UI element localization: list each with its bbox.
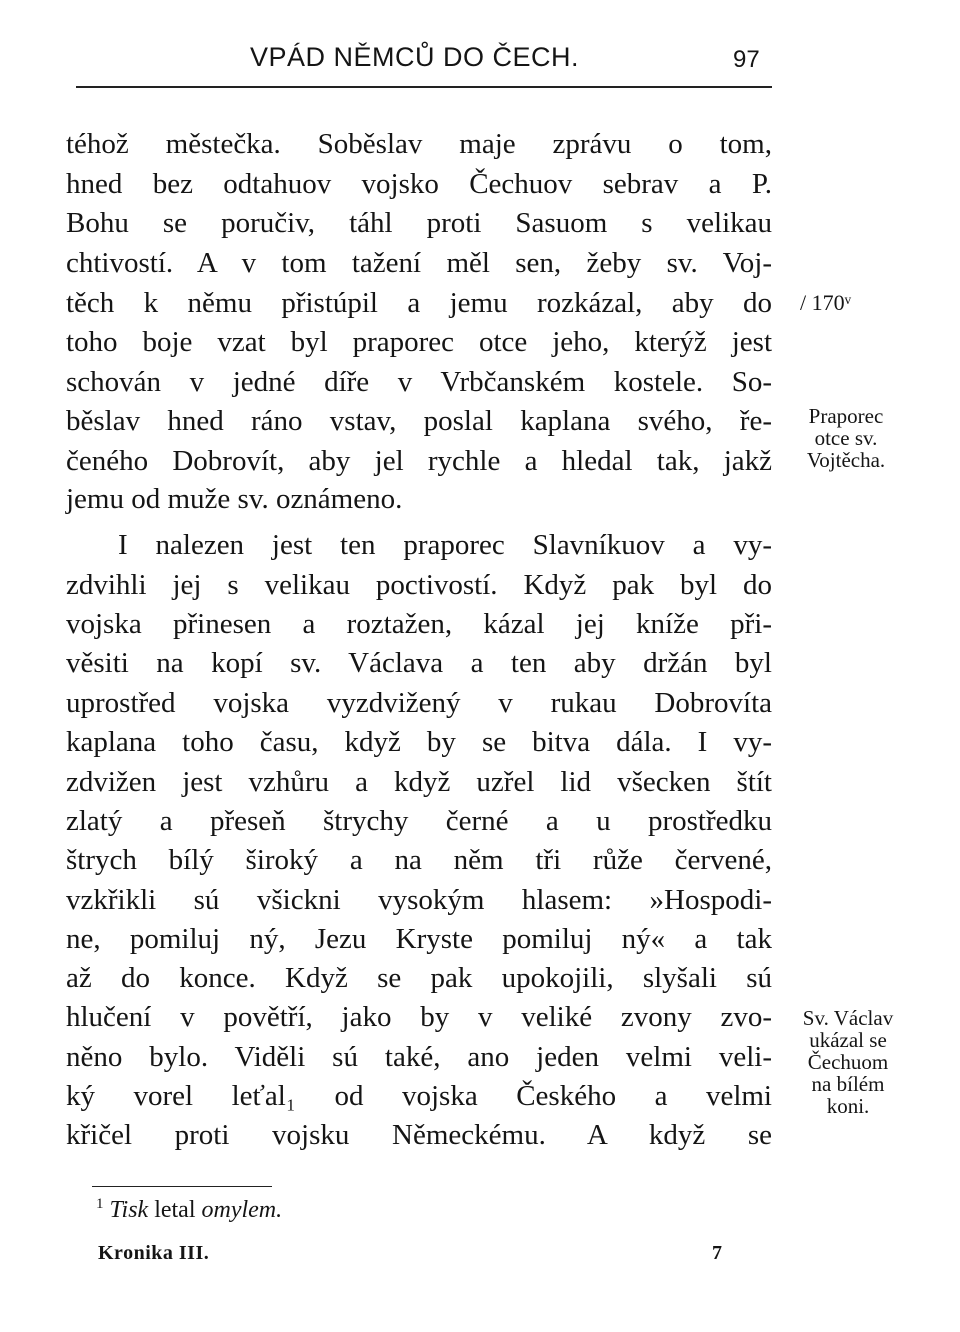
folio-reference: / 170ᵛ [800, 290, 852, 315]
margin-note-line: Praporec [808, 404, 884, 428]
printer-signature: Kronika III. [98, 1242, 210, 1264]
margin-note-line: otce sv. [814, 426, 878, 450]
margin-note-line: Sv. Václav [802, 1006, 894, 1030]
text-line: až do konce. Když se pak upokojili, slyšali sú [66, 962, 772, 994]
text-line: jemu od muže sv. oznámeno. [66, 483, 403, 515]
text-line: uprostřed vojska vyzdvižený v rukau Dobrovíta [66, 687, 772, 719]
margin-note-praporec [786, 405, 906, 471]
header-rule [76, 86, 772, 88]
text-line: zdvihli jej s velikau poctivostí. Když pak byl do [66, 569, 772, 601]
footnote-verdict: omylem. [201, 1197, 283, 1223]
margin-note-line: Čechuom [807, 1050, 889, 1074]
footnote-mark: 1 [96, 1196, 104, 1212]
page-number: 97 [733, 46, 760, 73]
text-line: vojska přinesen a roztažen, kázal jej kníže při- [66, 608, 772, 640]
text-line: zdvižen jest vzhůru a když uzřel lid všecken štít [66, 766, 772, 798]
text-line: zlatý a přeseň štrychy černé a u prostředku [66, 805, 772, 837]
text-line: schován v jedné díře v Vrbčanském kostele. So- [66, 366, 772, 398]
footnote-rule [92, 1186, 272, 1187]
margin-note-line: na bílém [811, 1072, 885, 1096]
margin-note-line: Vojtěcha. [806, 448, 886, 472]
text-line: něno bylo. Viděli sú také, ano jeden velmi veli- [66, 1041, 772, 1073]
running-head: VPÁD NĚMCŮ DO ČECH. [250, 42, 580, 72]
text-line: Bohu se poručiv, táhl proti Sasuom s velikau [66, 207, 772, 239]
margin-note-line: koni. [826, 1094, 870, 1118]
text-line: věsiti na kopí sv. Václava a ten aby držán byl [66, 647, 772, 679]
text-line: ký vorel leťal₁ od vojska Českého a velmi [66, 1080, 772, 1112]
text-line: I nalezen jest ten praporec Slavníkuov a vy- [118, 529, 772, 561]
footnote [96, 1196, 282, 1224]
margin-note-vaclav [778, 1007, 918, 1117]
footnote-reading: letal [154, 1197, 196, 1223]
text-line: vzkřikli sú všickni vysokým hlasem: »Hospodi- [66, 884, 772, 916]
text-line: běslav hned ráno vstav, poslal kaplana svého, ře- [66, 405, 772, 437]
text-line: křičel proti vojsku Německému. A když se [66, 1119, 772, 1151]
text-line: toho boje vzat byl praporec otce jeho, kterýž jest [66, 326, 772, 358]
text-line: chtivostí. A v tom tažení měl sen, žeby sv. Voj- [66, 247, 772, 279]
text-line: téhož městečka. Soběslav maje zprávu o tom, [66, 128, 772, 160]
text-line: hlučení v povětří, jako by v veliké zvony zvo- [66, 1001, 772, 1033]
text-line: kaplana toho času, když by se bitva dála. I vy- [66, 726, 772, 758]
footnote-source: Tisk [109, 1197, 149, 1223]
text-line: čeného Dobrovít, aby jel rychle a hledal tak, jakž [66, 445, 772, 477]
signature-number: 7 [712, 1242, 722, 1264]
text-line: štrych bílý široký a na něm tři růže červené, [66, 844, 772, 876]
margin-note-line: ukázal se [809, 1028, 887, 1052]
text-line: hned bez odtahuov vojsko Čechuov sebrav a P. [66, 168, 772, 200]
text-line: těch k němu přistúpil a jemu rozkázal, aby do [66, 287, 772, 319]
text-line: ne, pomiluj ný, Jezu Kryste pomiluj ný« a tak [66, 923, 772, 955]
